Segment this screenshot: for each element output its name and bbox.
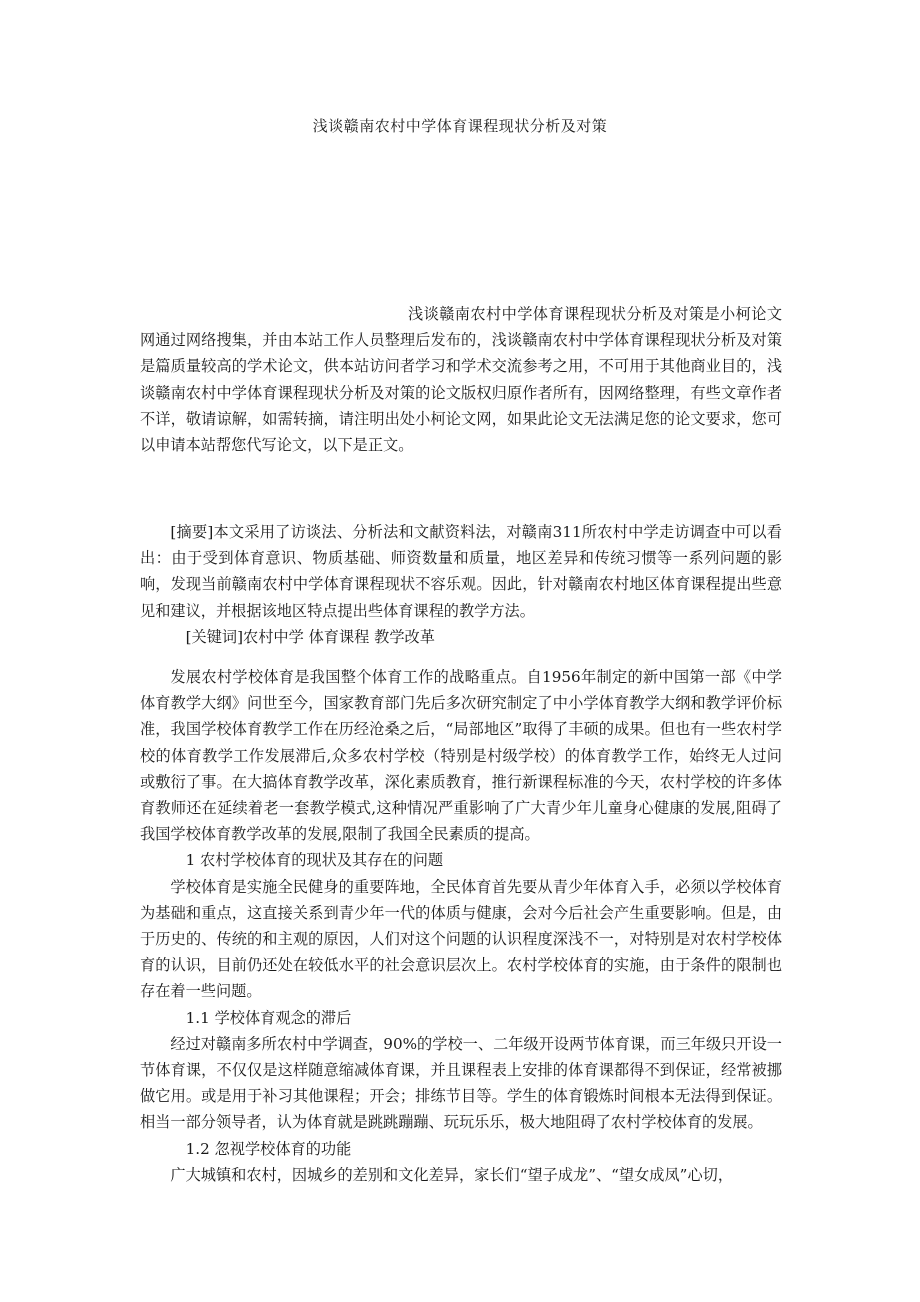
keywords-line: [关键词]农村中学 体育课程 教学改革 — [185, 627, 435, 646]
section-heading-1-1: 1.1 学校体育观念的滞后 — [185, 1008, 352, 1027]
intro-paragraph: 浅谈赣南农村中学体育课程现状分析及对策是小柯论文网通过网络搜集，并由本站工作人员整理后发布的，浅谈赣南农村中学体育课程现状分析及对策是篇质量较高的学术论文，供本站访问者学习和学术交流参考之用，不可用于其他商业目的，浅谈赣南农村中学体育课程现状分析及对策的论文版权归原作者所有，因网络整理，有些文章作者不详，敬请谅解，如需转摘，请注明出处小柯论文网，如果此论文无法满足您的论文要求，您可以申请本站帮您代写论文，以下是正文。 — [140, 305, 782, 455]
body-paragraph-3: 经过对赣南多所农村中学调查，90%的学校一、二年级开设两节体育课，而三年级只开设一节体育课，不仅仅是这样随意缩减体育课，并且课程表上安排的体育课都得不到保证，经常被挪做它用。或是用于补习其他课程；开会；排练节目等。学生的体育锻炼时间根本无法得到保证。相当一部分领导者，认为体育就是跳跳蹦蹦、玩玩乐乐，极大地阻碍了农村学校体育的发展。 — [140, 1034, 782, 1132]
abstract-section — [140, 519, 782, 650]
body-paragraph-4: 广大城镇和农村，因城乡的差别和文化差异，家长们“望子成龙”、“望女成凤”心切， — [170, 1165, 734, 1184]
section-heading-1: 1 农村学校体育的现状及其存在的问题 — [185, 851, 444, 870]
abstract-paragraph: [摘要]本文采用了访谈法、分析法和文献资料法，对赣南311所农村中学走访调查中可以看出：由于受到体育意识、物质基础、师资数量和质量，地区差异和传统习惯等一系列问题的影响，发现当前赣南农村中学体育课程现状不容乐观。因此，针对赣南农村地区体育课程提出些意见和建议，并根据该地区特点提出些体育课程的教学方法。 — [140, 523, 782, 620]
section-heading-1-2: 1.2 忽视学校体育的功能 — [185, 1139, 352, 1158]
body-paragraph-2: 学校体育是实施全民健身的重要阵地，全民体育首先要从青少年体育入手，必须以学校体育为基础和重点，这直接关系到青少年一代的体质与健康，会对今后社会产生重要影响。但是，由于历史的、传统的和主观的原因，人们对这个问题的认识程度深浅不一，对特别是对农村学校体育的认识，目前仍还处在较低水平的社会意识层次上。农村学校体育的实施，由于条件的限制也存在着一些问题。 — [140, 877, 782, 1001]
body-section — [140, 664, 782, 1188]
document-title: 浅谈赣南农村中学体育课程现状分析及对策 — [312, 117, 608, 135]
body-paragraph-1: 发展农村学校体育是我国整个体育工作的战略重点。自1956年制定的新中国第一部《中学体育教学大纲》问世至今，国家教育部门先后多次研究制定了中小学体育教学大纲和教学评价标准，我国学校体育教学工作在历经沧桑之后，“局部地区”取得了丰硕的成果。但也有一些农村学校的体育教学工作发展滞后,众多农村学校（特别是村级学校）的体育教学工作，始终无人过问或敷衍了事。在大搞体育教学改革，深化素质教育，推行新课程标准的今天，农村学校的许多体育教师还在延续着老一套教学模式,这种情况严重影响了广大青少年儿童身心健康的发展,阻碍了我国学校体育教学改革的发展,限制了我国全民素质的提高。 — [140, 668, 782, 844]
